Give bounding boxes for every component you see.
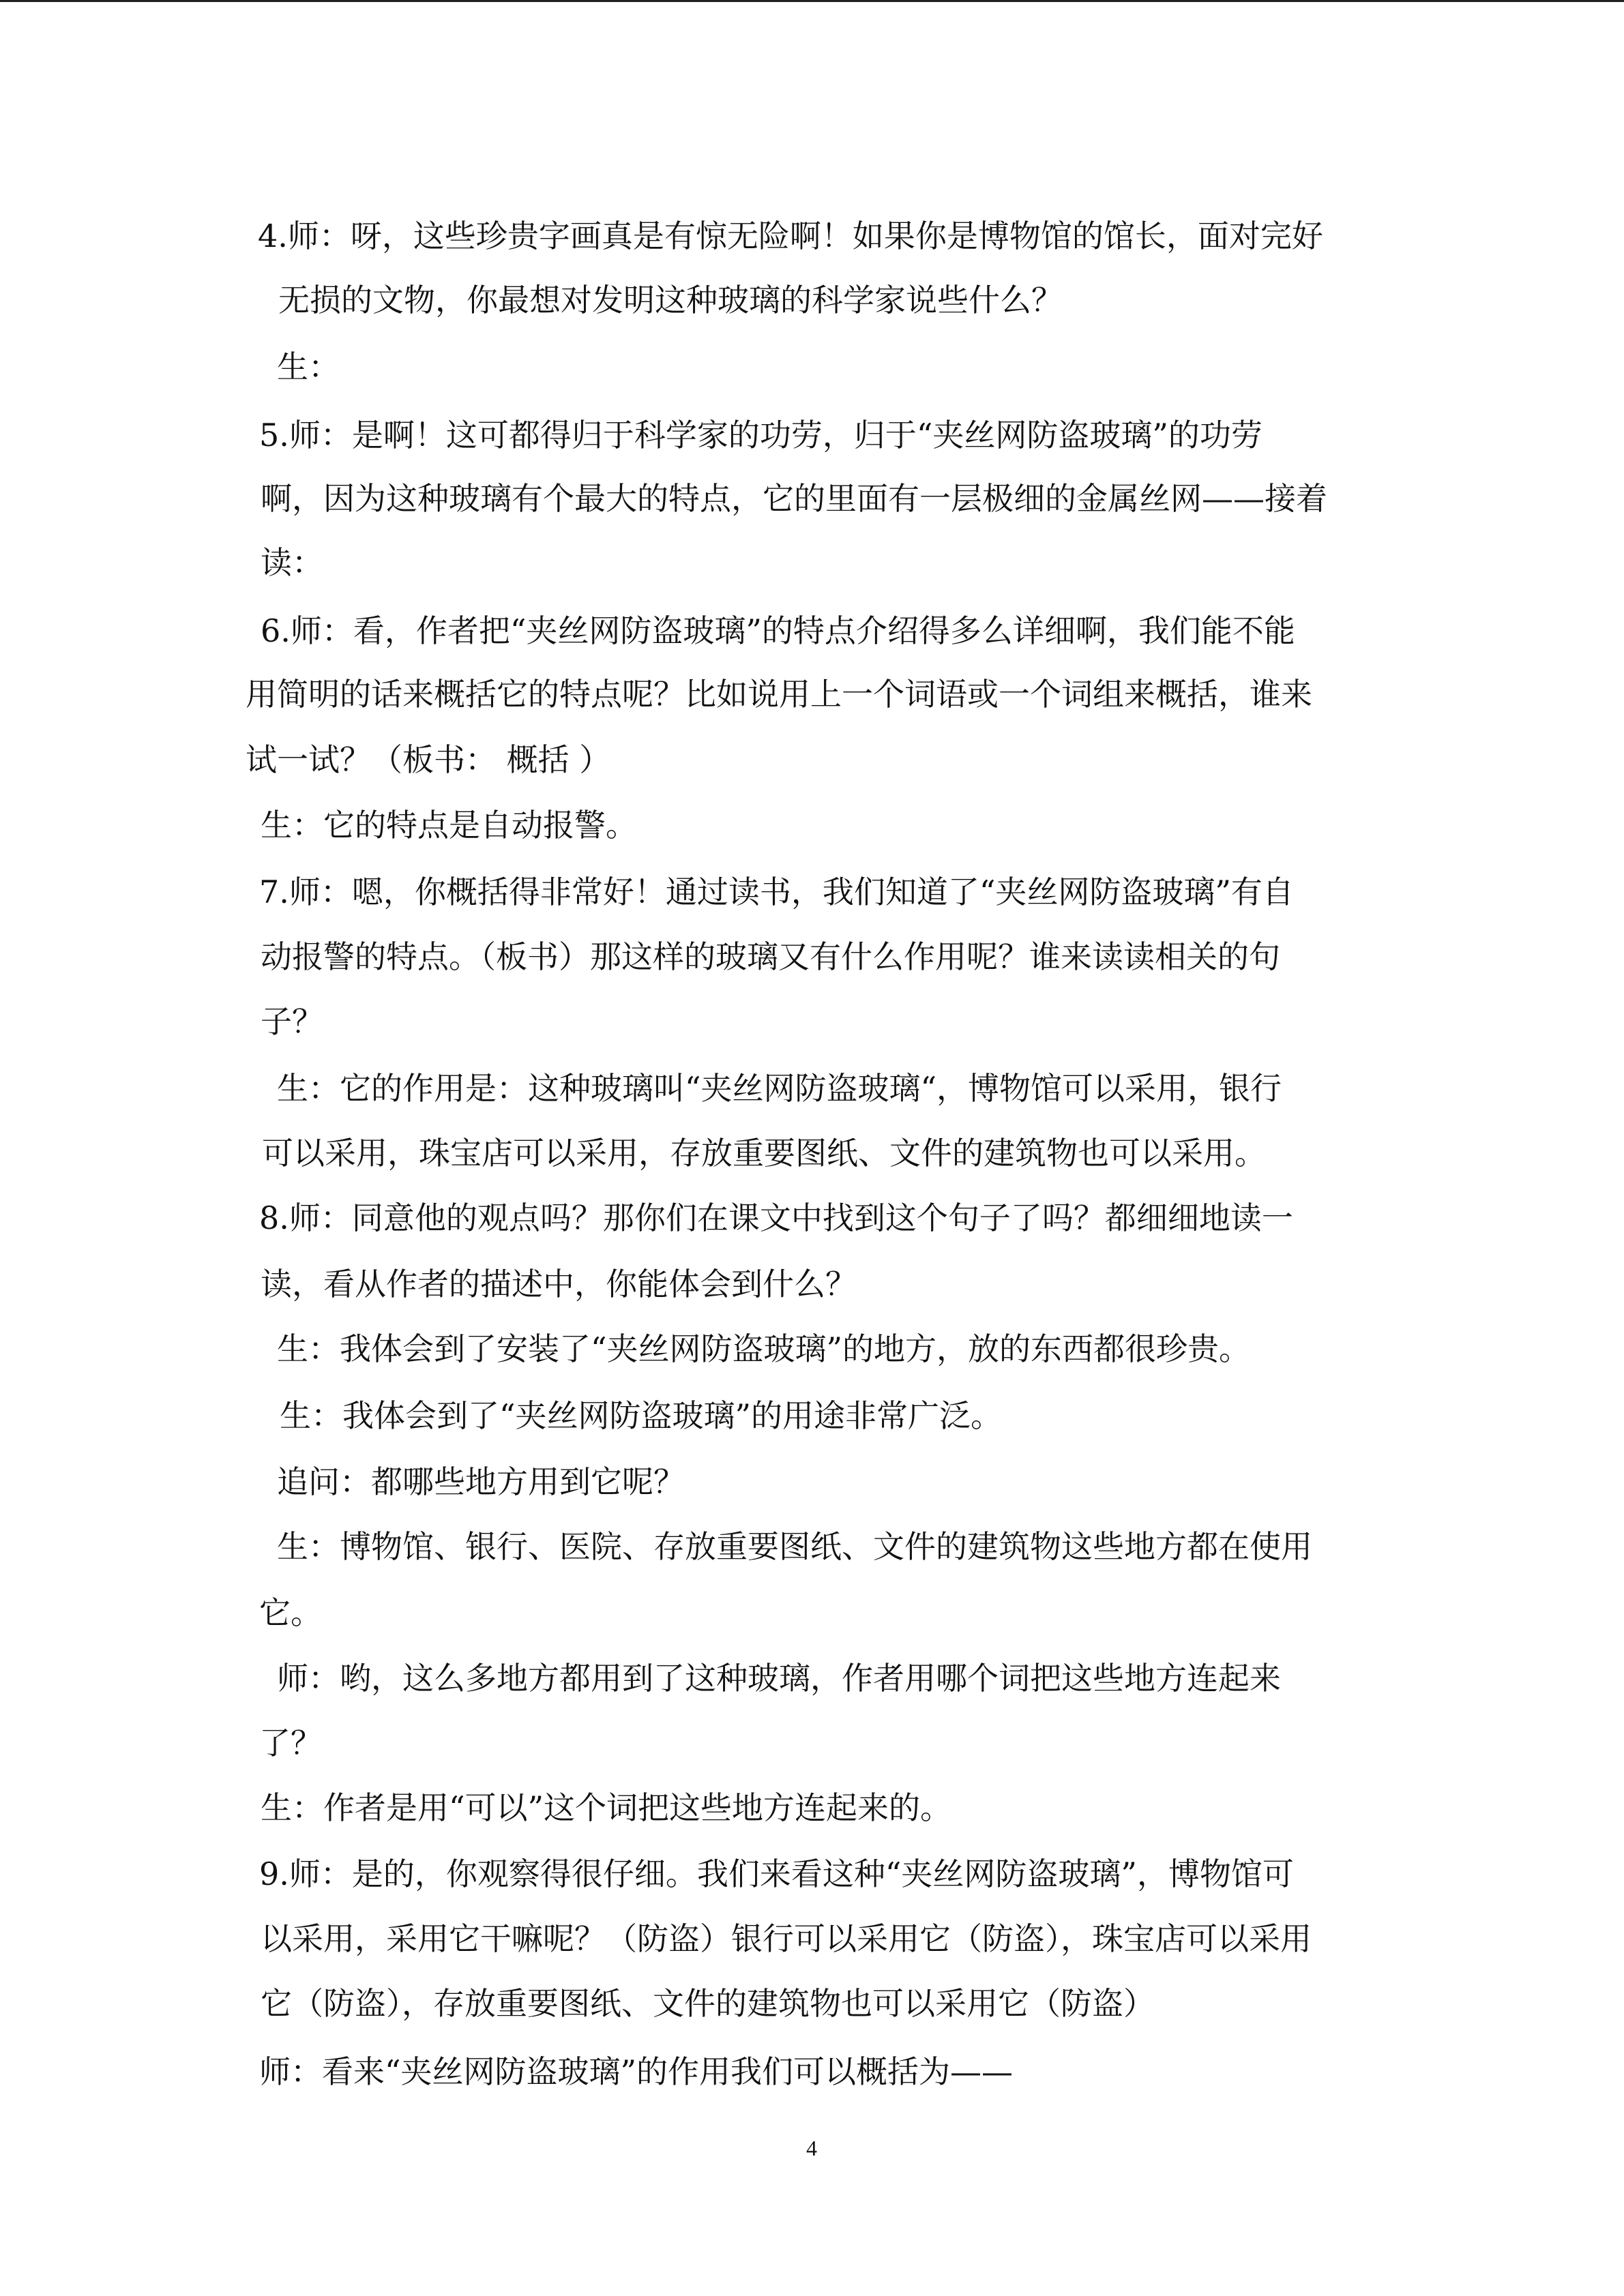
text-line: 了？ — [259, 1725, 322, 1761]
text-line: 生：它的作用是：这种玻璃叫“夹丝网防盗玻璃“，博物馆可以采用，银行 — [277, 1070, 1282, 1107]
text-line: 啊，因为这种玻璃有个最大的特点，它的里面有一层极细的金属丝网——接着 — [261, 480, 1327, 517]
text-line: 它。 — [259, 1594, 322, 1631]
text-line: 生：它的特点是自动报警。 — [261, 807, 637, 844]
text-line: 生：我体会到了安装了“夹丝网防盗玻璃”的地方，放的东西都很珍贵。 — [277, 1330, 1251, 1367]
text-line: 生：作者是用“可以”这个词把这些地方连起来的。 — [261, 1789, 952, 1826]
text-line: 它（防盗），存放重要图纸、文件的建筑物也可以采用它（防盗） — [261, 1985, 1155, 2022]
text-line: 可以采用，珠宝店可以采用，存放重要图纸、文件的建筑物也可以采用。 — [262, 1135, 1266, 1172]
text-line: 8.师：同意他的观点吗？那你们在课文中找到这个句子了吗？都细细地读一 — [259, 1199, 1293, 1236]
text-line: 4.师：呀，这些珍贵字画真是有惊无险啊！如果你是博物馆的馆长，面对完好 — [258, 218, 1323, 254]
text-line: 生： — [277, 348, 340, 385]
text-line: 动报警的特点。（板书）那这样的玻璃又有什么作用呢？谁来读读相关的句 — [261, 938, 1280, 975]
text-line: 5.师：是啊！这可都得归于科学家的功劳，归于“夹丝网防盗玻璃”的功劳 — [259, 417, 1263, 453]
text-line: 师：哟，这么多地方都用到了这种玻璃，作者用哪个词把这些地方连起来 — [277, 1660, 1281, 1697]
text-line: 试一试？（板书： 概括 ） — [246, 741, 611, 778]
text-line: 生：博物馆、银行、医院、存放重要图纸、文件的建筑物这些地方都在使用 — [277, 1528, 1312, 1565]
text-line: 无损的文物，你最想对发明这种玻璃的科学家说些什么？ — [278, 282, 1063, 318]
text-line: 追问：都哪些地方用到它呢？ — [277, 1463, 685, 1500]
text-line: 6.师：看，作者把“夹丝网防盗玻璃”的特点介绍得多么详细啊，我们能不能 — [261, 612, 1295, 649]
text-line: 用简明的话来概括它的特点呢？比如说用上一个词语或一个词组来概括，谁来 — [246, 676, 1312, 713]
text-line: 读，看从作者的描述中，你能体会到什么？ — [261, 1266, 857, 1302]
text-line: 读： — [261, 544, 323, 581]
text-line: 师：看来“夹丝网防盗玻璃”的作用我们可以概括为—— — [259, 2053, 1014, 2090]
top-border-rule — [0, 0, 1624, 2]
text-line: 子？ — [261, 1003, 323, 1040]
page-number: 4 — [806, 2136, 817, 2160]
text-line: 生：我体会到了“夹丝网防盗玻璃”的用途非常广泛。 — [280, 1397, 1003, 1434]
text-line: 9.师：是的，你观察得很仔细。我们来看这种“夹丝网防盗玻璃”，博物馆可 — [259, 1855, 1294, 1892]
text-line: 7.师：嗯，你概括得非常好！通过读书，我们知道了“夹丝网防盗玻璃”有自 — [259, 874, 1294, 910]
text-line: 以采用，采用它干嘛呢？（防盗）银行可以采用它（防盗），珠宝店可以采用 — [261, 1920, 1312, 1957]
